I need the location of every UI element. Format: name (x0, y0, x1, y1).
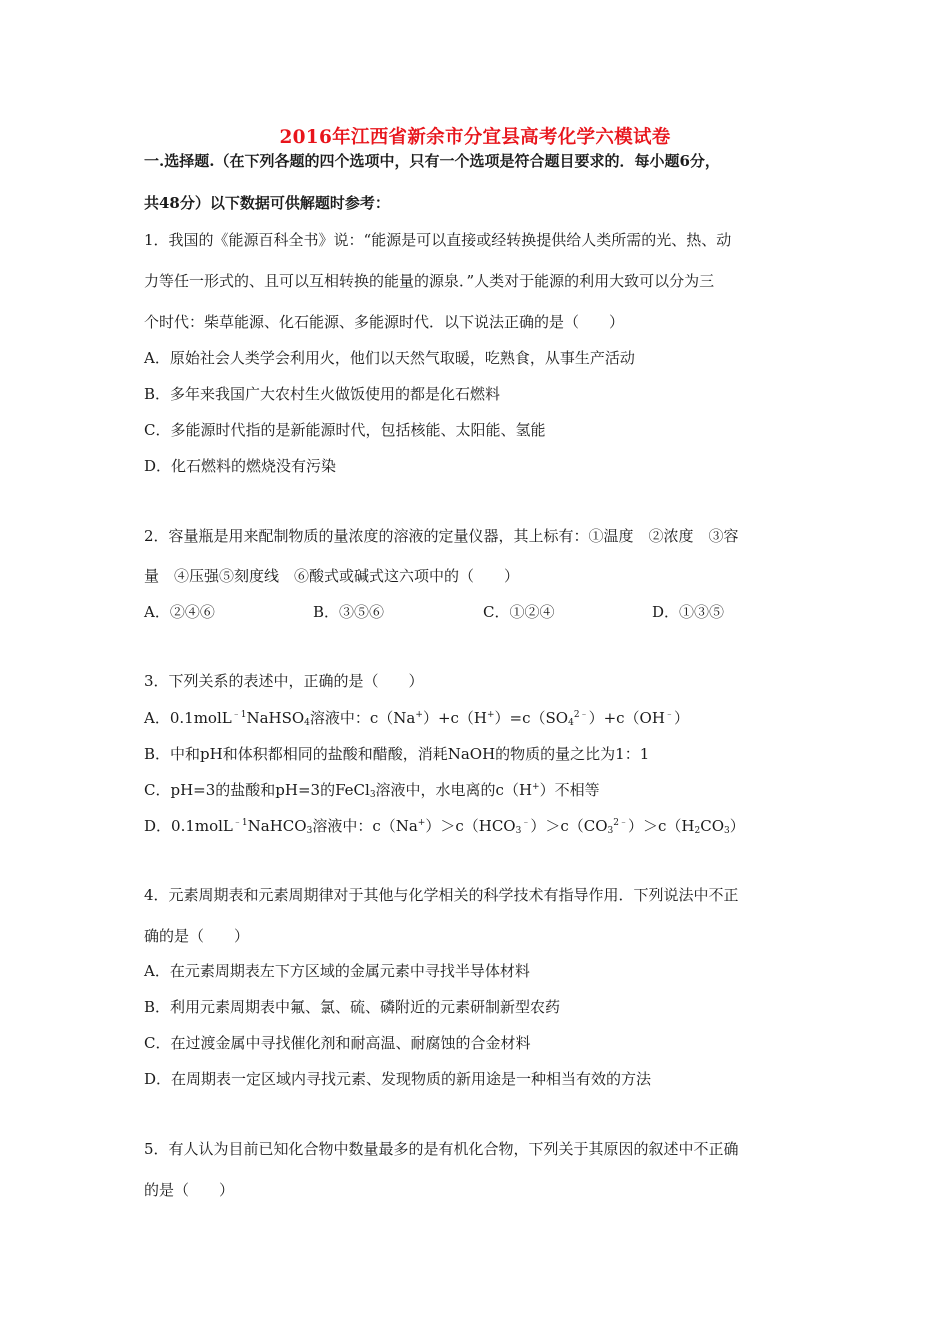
q2-option-b: B．③⑤⑥ (313, 603, 385, 621)
q3-d-sup: ﹣1 (232, 818, 248, 828)
q3-a-text: ） (673, 709, 689, 727)
q3-a-text: ）+c（H (422, 709, 487, 727)
q3-c-text: 溶液中，水电离的c（H (375, 781, 533, 799)
q3-c-sub: 3 (369, 790, 376, 800)
q1-option-b: B．多年来我国广大农村生火做饭使用的都是化石燃料 (144, 385, 501, 403)
q3-d-sup: ﹣ (521, 818, 531, 828)
q3-a-sub: 4 (304, 718, 310, 728)
q3-a-sup: 2﹣ (573, 710, 589, 720)
q3-d-sup: 2﹣ (613, 818, 629, 828)
q3-option-a (144, 708, 689, 728)
q3-option-c (144, 780, 600, 800)
q3-a-text: A．0.1molL (144, 709, 232, 727)
q3-stem: 3．下列关系的表述中，正确的是（ ） (144, 672, 424, 690)
q3-a-text: ）=c（SO (494, 709, 569, 727)
q3-c-text: C．pH=3的盐酸和pH=3的FeCl (144, 781, 370, 799)
q3-option-b: B．中和pH和体积都相同的盐酸和醋酸，消耗NaOH的物质的量之比为1：1 (144, 745, 650, 763)
q3-d-sub: 2 (694, 826, 701, 836)
q3-a-sub: 4 (568, 718, 574, 728)
section-instructions-line-2: 共48分）以下数据可供解题时参考： (144, 194, 390, 212)
q3-d-text: D．0.1molL (144, 817, 233, 835)
q4-option-d: D．在周期表一定区域内寻找元素、发现物质的新用途是一种相当有效的方法 (144, 1070, 652, 1088)
q3-d-text: ） (729, 817, 745, 835)
q3-c-sup: + (532, 782, 540, 792)
q4-stem-line-2: 确的是（ ） (144, 927, 250, 945)
q3-option-d (144, 816, 745, 836)
q1-stem-line-2: 力等任一形式的、且可以互相转换的能量的源泉．”人类对于能源的利用大致可以分为三 (144, 272, 715, 290)
q1-option-d: D．化石燃料的燃烧没有污染 (144, 457, 337, 475)
q3-a-sup: ﹣1 (231, 710, 247, 720)
q3-d-text: ）＞c（CO (530, 817, 608, 835)
q1-option-a: A．原始社会人类学会利用火，他们以天然气取暖，吃熟食，从事生产活动 (144, 349, 635, 367)
q3-a-sup: + (415, 710, 423, 720)
q4-option-a: A．在元素周期表左下方区域的金属元素中寻找半导体材料 (144, 962, 530, 980)
q3-a-text: ）+c（OH (588, 709, 665, 727)
q3-d-sup: + (417, 818, 426, 828)
q3-d-sub: 3 (607, 826, 614, 836)
q3-c-text: ）不相等 (539, 781, 600, 799)
q3-d-text: ）＞c（HCO (425, 817, 516, 835)
q3-d-text: NaHCO (247, 817, 307, 835)
exam-title: 2016年江西省新余市分宜县高考化学六模试卷 (279, 127, 671, 148)
q4-option-c: C．在过渡金属中寻找催化剂和耐高温、耐腐蚀的合金材料 (144, 1034, 531, 1052)
q1-stem-line-1: 1．我国的《能源百科全书》说：“能源是可以直接或经转换提供给人类所需的光、热、动 (144, 231, 732, 249)
q3-d-text: CO (700, 817, 725, 835)
q2-option-d: D．①③⑤ (652, 603, 725, 621)
q1-stem-line-3: 个时代：柴草能源、化石能源、多能源时代．以下说法正确的是（ ） (144, 313, 625, 331)
q3-d-sub: 3 (724, 826, 730, 836)
q3-d-sub: 3 (515, 826, 522, 836)
q2-option-a: A．②④⑥ (144, 603, 215, 621)
section-instructions-line-1: 一.选择题.（在下列各题的四个选项中，只有一个选项是符合题目要求的．每小题6分， (144, 152, 720, 170)
q3-a-sup: + (487, 710, 495, 720)
q2-stem-line-1: 2．容量瓶是用来配制物质的量浓度的溶液的定量仪器，其上标有：①温度 ②浓度 ③容 (144, 527, 739, 545)
q3-d-text: ）＞c（H (628, 817, 695, 835)
q3-a-text: NaHSO (246, 709, 305, 727)
q5-stem-line-1: 5．有人认为目前已知化合物中数量最多的是有机化合物，下列关于其原因的叙述中不正确 (144, 1140, 739, 1158)
q3-a-sup: ﹣ (664, 710, 674, 720)
q4-stem-line-1: 4．元素周期表和元素周期律对于其他与化学相关的科学技术有指导作用．下列说法中不正 (144, 886, 739, 904)
q1-option-c: C．多能源时代指的是新能源时代，包括核能、太阳能、氢能 (144, 421, 546, 439)
q3-d-sub: 3 (306, 826, 313, 836)
q4-option-b: B．利用元素周期表中氟、氯、硫、磷附近的元素研制新型农药 (144, 998, 561, 1016)
q2-option-c: C．①②④ (483, 603, 555, 621)
q5-stem-line-2: 的是（ ） (144, 1181, 235, 1199)
q3-a-text: 溶液中：c（Na (309, 709, 416, 727)
q2-stem-line-2: 量 ④压强⑤刻度线 ⑥酸式或碱式这六项中的（ ） (144, 567, 520, 585)
q3-d-text: 溶液中：c（Na (312, 817, 418, 835)
